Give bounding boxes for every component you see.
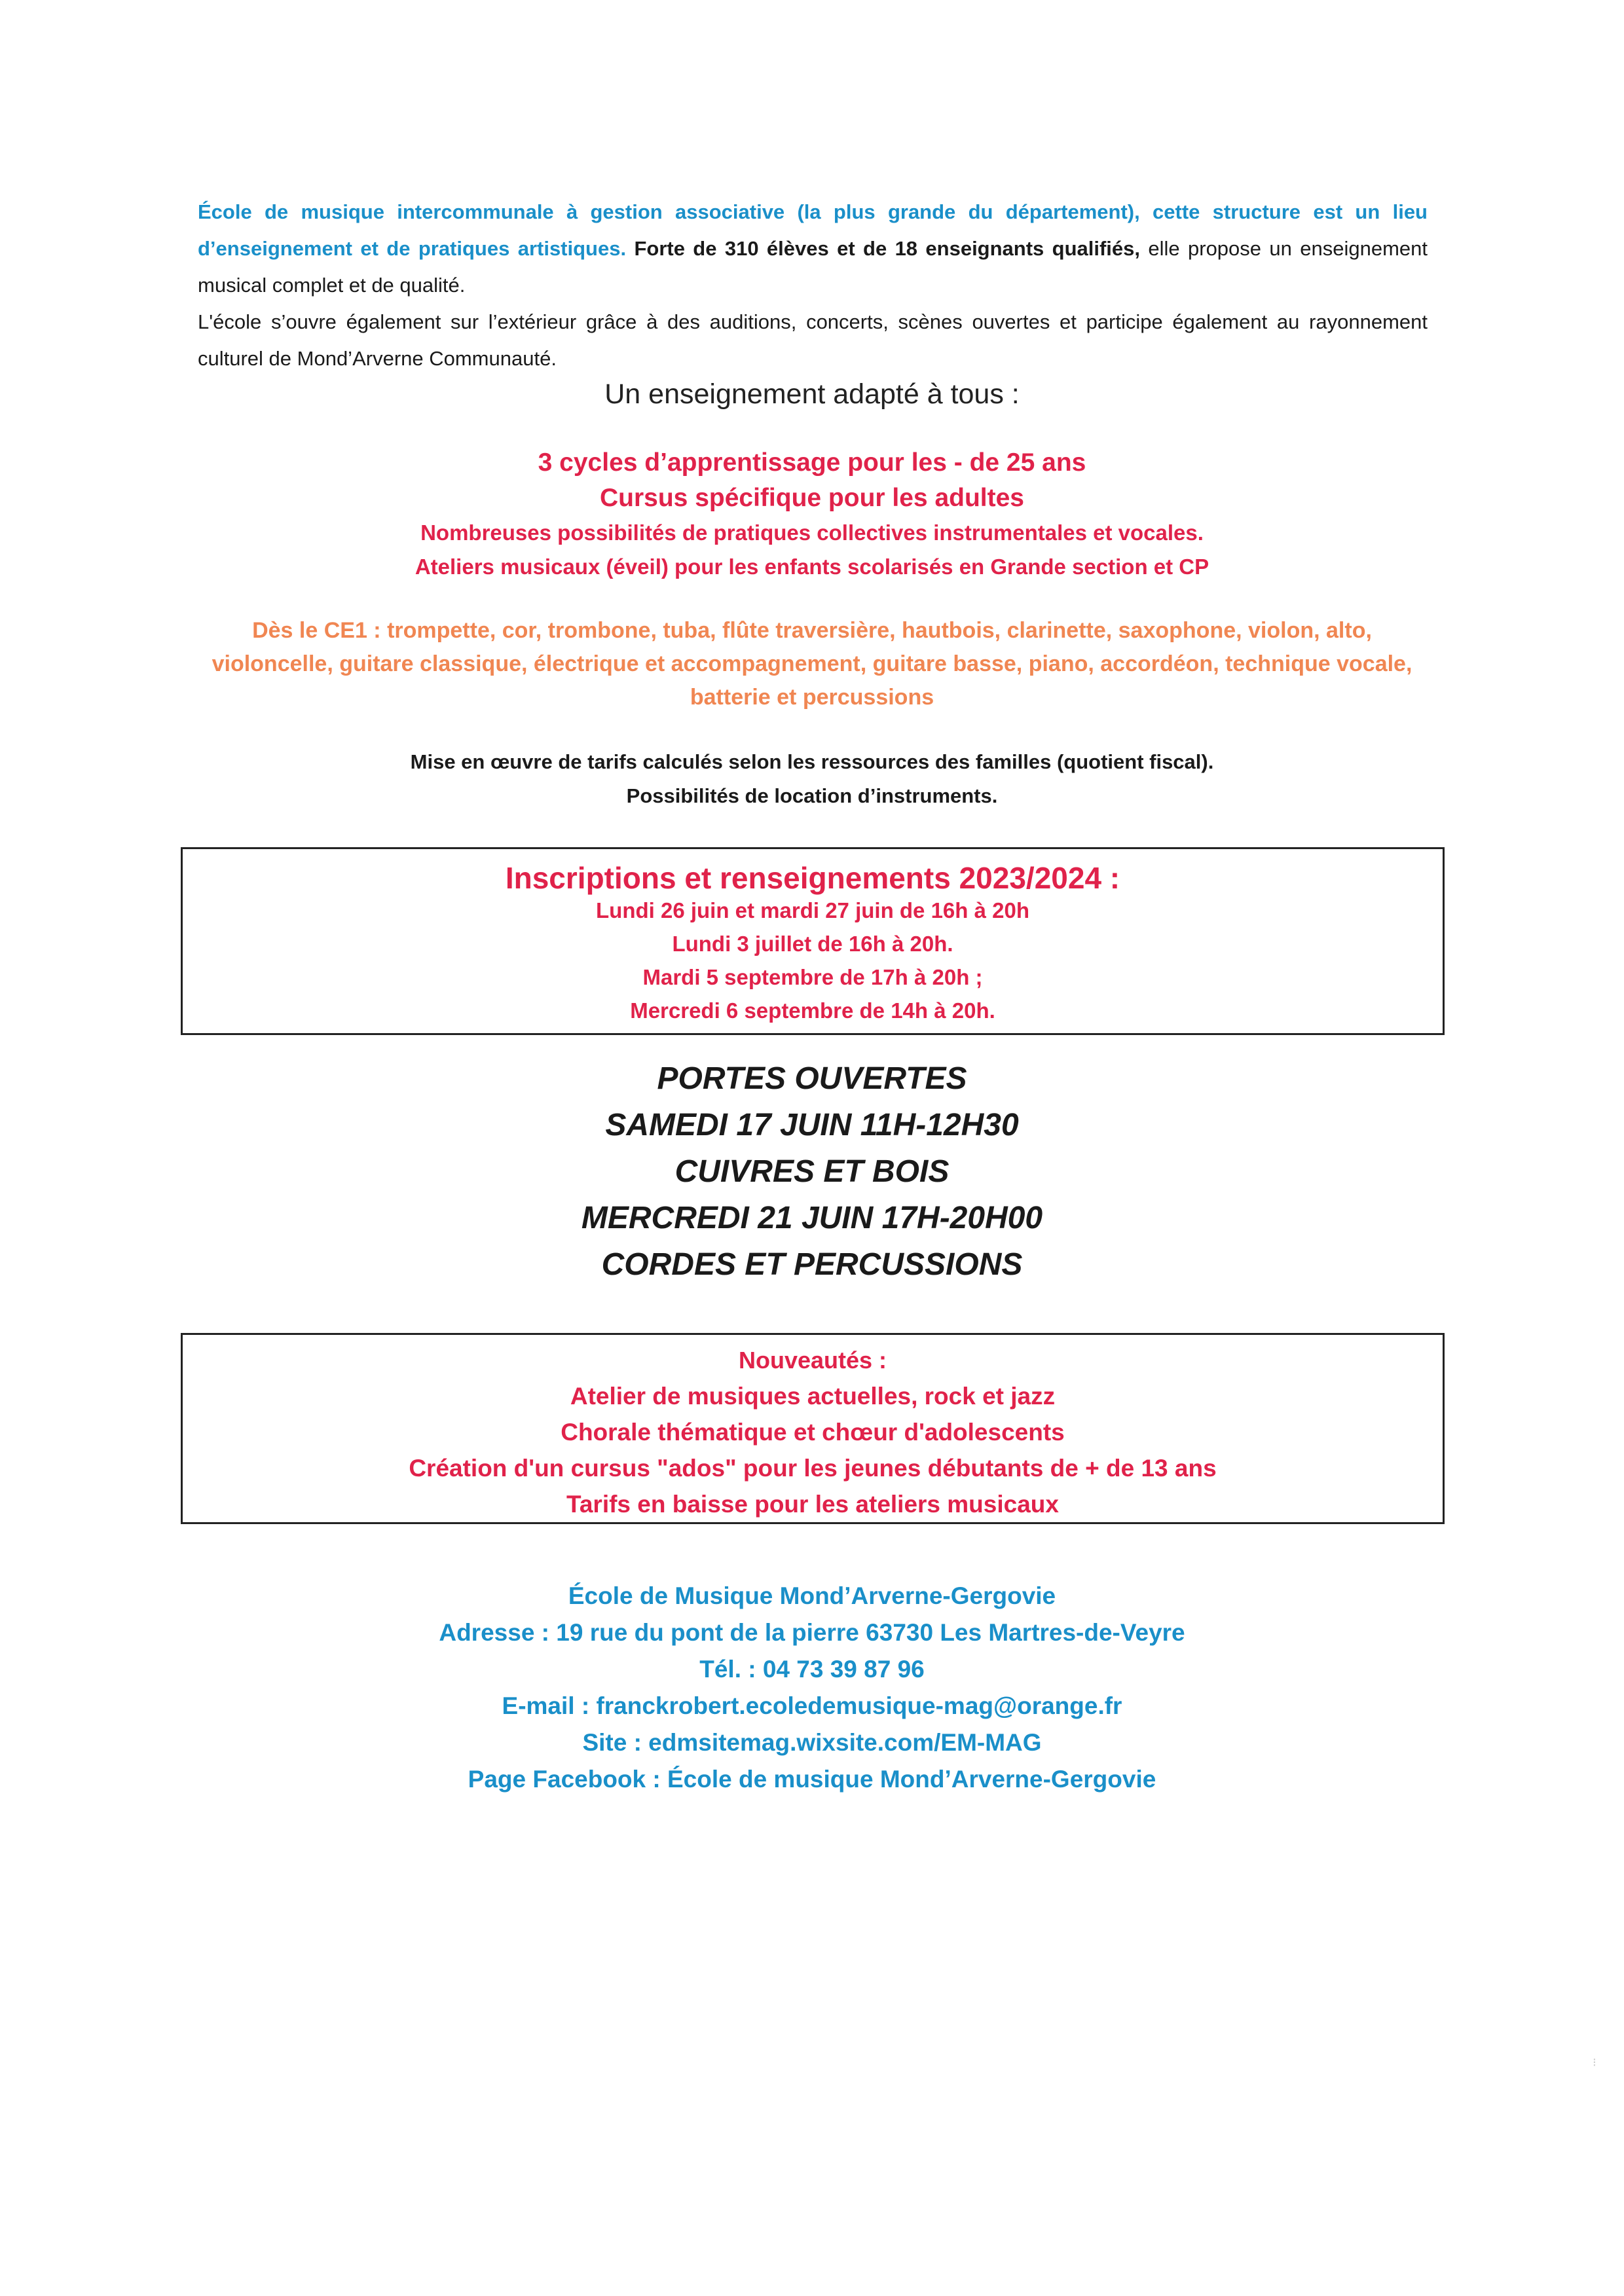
nouveautes-item: Chorale thématique et chœur d'adolescents	[561, 1419, 1065, 1446]
highlight-line: Ateliers musicaux (éveil) pour les enfants scolarisés en Grande section et CP	[415, 555, 1209, 579]
nouveautes-item: Atelier de musiques actuelles, rock et jazz	[570, 1383, 1056, 1410]
intro-offer-text: elle propose un enseignement musical complet et de qualité.	[198, 237, 1428, 297]
inscriptions-title: Inscriptions et renseignements 2023/2024 :	[505, 861, 1120, 895]
nouveautes-title: Nouveautés :	[738, 1347, 887, 1374]
portes-ouvertes-line: CUIVRES ET BOIS	[674, 1154, 950, 1189]
highlight-line: 3 cycles d’apprentissage pour les - de 25 ans	[538, 448, 1086, 477]
portes-ouvertes-line: CORDES ET PERCUSSIONS	[601, 1247, 1023, 1282]
nouveautes-item: Tarifs en baisse pour les ateliers musicaux	[566, 1491, 1059, 1518]
contact-school-name: École de Musique Mond’Arverne-Gergovie	[568, 1582, 1056, 1609]
portes-ouvertes-title: PORTES OUVERTES	[657, 1061, 967, 1096]
intro-students-count: Forte de 310 élèves et de 18 enseignants qualifiés,	[634, 237, 1141, 260]
contact-website: Site : edmsitemag.wixsite.com/EM-MAG	[582, 1729, 1042, 1756]
nouveautes-box	[181, 1333, 1445, 1524]
intro-paragraph-2: L'école s’ouvre également sur l’extérieur grâce à des auditions, concerts, scènes ouvertes et participe également au rayonnement culturel de Mond’Arverne Communauté.	[198, 310, 1428, 370]
enseignement-heading: Un enseignement adapté à tous :	[604, 378, 1020, 410]
contact-section	[0, 1578, 1624, 1798]
inscriptions-date: Mardi 5 septembre de 17h à 20h ;	[642, 965, 983, 989]
inscriptions-date: Mercredi 6 septembre de 14h à 20h.	[630, 998, 995, 1023]
portes-ouvertes-line: SAMEDI 17 JUIN 11H-12H30	[605, 1108, 1019, 1142]
enseignement-highlights	[0, 445, 1624, 584]
inscriptions-date: Lundi 3 juillet de 16h à 20h.	[672, 932, 953, 956]
contact-phone: Tél. : 04 73 39 87 96	[699, 1656, 925, 1683]
intro-section	[198, 194, 1428, 377]
inscriptions-date: Lundi 26 juin et mardi 27 juin de 16h à 20h	[596, 898, 1029, 922]
tarifs-line: Mise en œuvre de tarifs calculés selon les ressources des familles (quotient fiscal).	[410, 750, 1214, 773]
instruments-list: Dès le CE1 : trompette, cor, trombone, tuba, flûte traversière, hautbois, clarinette, saxophone, violon, alto, violoncelle, guitare classique, électrique et accompagnement, guitare basse, piano, accordéon, technique vocale, batterie et percussions	[212, 618, 1412, 710]
highlight-line: Cursus spécifique pour les adultes	[600, 484, 1024, 512]
highlight-line: Nombreuses possibilités de pratiques collectives instrumentales et vocales.	[420, 520, 1204, 545]
intro-paragraph-1	[198, 194, 1428, 304]
intro-school-description: École de musique intercommunale à gestion associative (la plus grande du département), cette structure est un lieu d’enseignement et de pratiques artistiques.	[198, 200, 1428, 260]
contact-address: Adresse : 19 rue du pont de la pierre 63730 Les Martres-de-Veyre	[439, 1619, 1185, 1646]
contact-facebook: Page Facebook : École de musique Mond’Arverne-Gergovie	[468, 1766, 1156, 1793]
portes-ouvertes-section	[0, 1055, 1624, 1288]
nouveautes-item: Création d'un cursus "ados" pour les jeunes débutants de + de 13 ans	[409, 1455, 1217, 1482]
scan-mark: ⁝	[1593, 2056, 1596, 2069]
inscriptions-box	[181, 847, 1445, 1035]
tarifs-info	[0, 745, 1624, 813]
tarifs-line: Possibilités de location d’instruments.	[626, 784, 998, 807]
portes-ouvertes-line: MERCREDI 21 JUIN 17H-20H00	[581, 1201, 1043, 1235]
contact-email: E-mail : franckrobert.ecoledemusique-mag@orange.fr	[502, 1692, 1122, 1719]
